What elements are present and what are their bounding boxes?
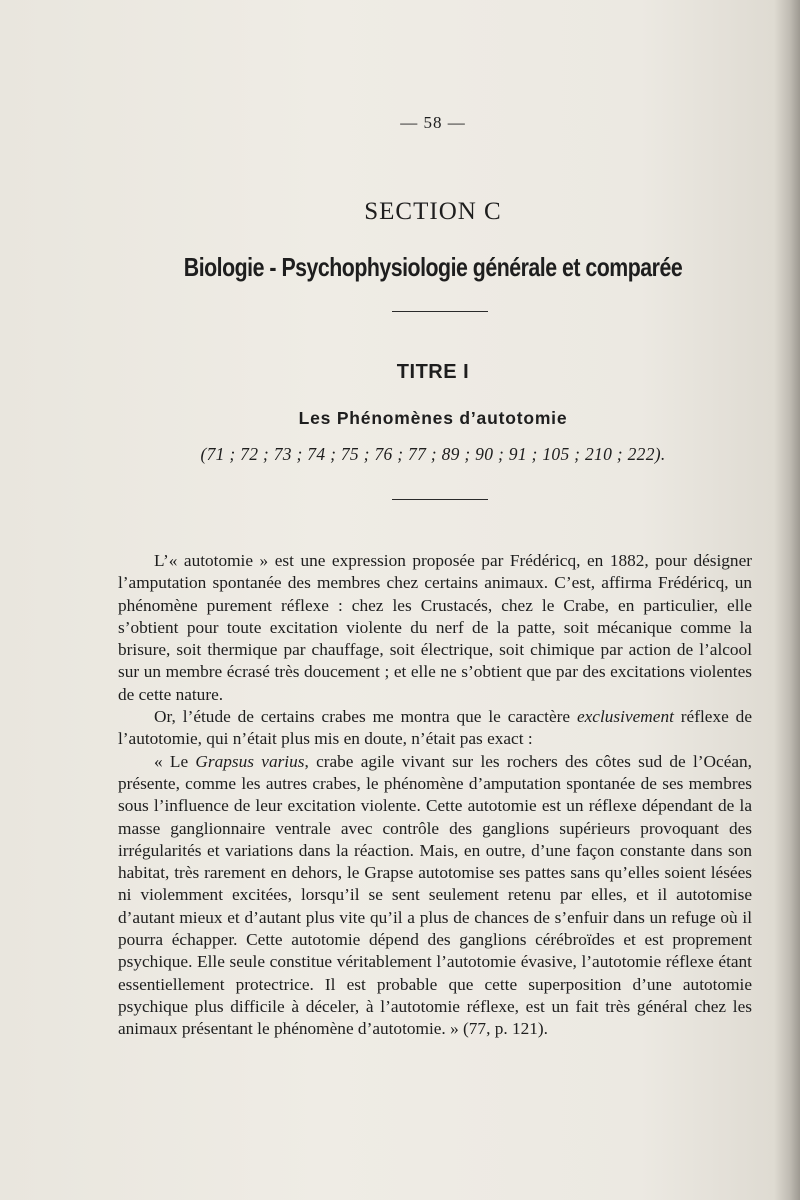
page-number: — 58 — [400,113,466,132]
emphasis-exclusivement: exclusivement [576,707,674,727]
page-edge-shadow [774,0,800,1200]
titre-heading: TITRE I [396,361,470,383]
paragraph-1: L’« autotomie » est une expression proposée par Frédéricq, en 1882, pour désigner l’amputation spontanée des membres chez certains animaux. C’est, affirma Frédéricq, un phénomène purement réflexe : chez les Crustacés, chez le Crabe, en particulier, elle s’obtient pour toute excitation violente du nerf de la patte, soit mécanique comme la brisure, soit thermique par chauffage, soit électrique, soit chimique par action de l’alcool sur un membre écrasé très doucement ; et elle ne s’obtient que par des excitations violentes de cette nature. [118,551,752,704]
body-text [118,550,752,1041]
divider-bottom [392,499,488,500]
reference-list: (71 ; 72 ; 73 ; 74 ; 75 ; 76 ; 77 ; 89 ; 90 ; 91 ; 105 ; 210 ; 222). [200,444,666,464]
section-subject: Biologie - Psychophysiologie générale et comparée [183,252,683,282]
section-heading: SECTION C [364,198,502,225]
emphasis-species-name: Grapsus varius [195,751,305,771]
titre-subtitle: Les Phénomènes d’autotomie [298,408,568,428]
paragraph-2: Or, l’étude de certains crabes me montra que le caractère exclusivement réflexe de l’autotomie, qui n’était plus mis en doute, n’était pas exact : [118,707,752,749]
paragraph-3-quote: « Le Grapsus varius, crabe agile vivant sur les rochers des côtes sud de l’Océan, présente, comme les autres crabes, le phénomène d’amputation spontanée de ses membres sous l’influence de leur excitation violente. Cette autotomie est un réflexe dépendant de la masse ganglionnaire ventrale avec contrôle des ganglions supérieurs provoquant des irrégularités et variations dans la réaction. Mais, en outre, d’une façon constante dans son habitat, très rarement en dehors, le Grapse autotomise ses pattes sans qu’elles soient lésées ni violemment excitées, lorsqu’il se sent seulement retenu par elles, et il autotomise d’autant mieux et d’autant plus vite qu’il a plus de chances de s’enfuir dans un refuge où il pourra échapper. Cette autotomie dépend des ganglions cérébroïdes et est proprement psychique. Elle seule constitue véritablement l’autotomie évasive, l’autotomie réflexe étant essentiellement protectrice. Il est probable que cette superposition d’une autotomie psychique plus difficile à déceler, à l’autotomie réflexe, est un fait très général chez les animaux présentant le phénomène d’autotomie. » (77, p. 121). [118,751,753,1039]
divider-top [392,311,488,312]
